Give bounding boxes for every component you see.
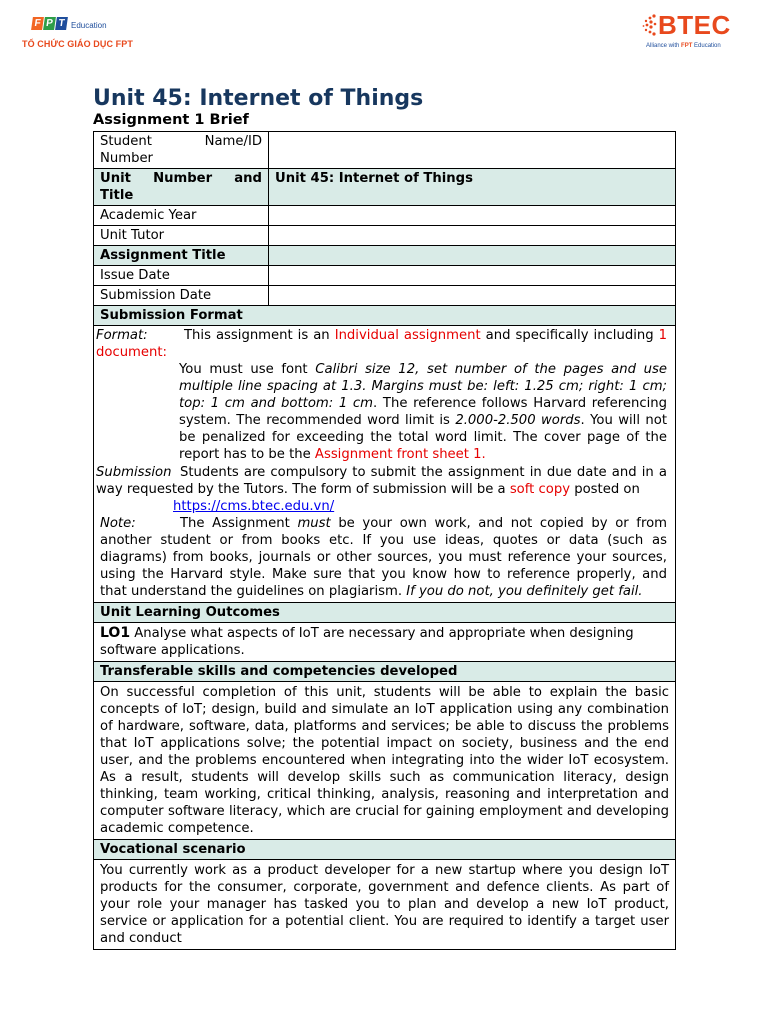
submission-paragraph: Submission Students are compulsory to submit the assignment in due date and in a way requested by the Tutors. The form of submission will be a soft copy posted on [96,465,667,497]
issue-date-value[interactable] [269,266,676,286]
skills-heading: Transferable skills and competencies developed [94,662,676,682]
row-skills [94,682,676,840]
student-label: Student Name/ID Number [94,132,269,169]
row-submission-date [94,286,676,306]
submission-format-heading: Submission Format [94,306,676,326]
row-submission-format [94,326,676,603]
row-issue-date [94,266,676,286]
fpt-org-name: TỔ CHỨC GIÁO DỤC FPT [22,39,133,49]
scenario-heading: Vocational scenario [94,840,676,860]
row-learning-outcomes-heading [94,603,676,623]
row-learning-outcomes [94,623,676,662]
submission-link-line [96,498,667,515]
lo1-item [94,623,676,662]
note-label: Note: [100,516,136,531]
skills-text: On successful completion of this unit, students will be able to explain the basic concepts of IoT; design, build and simulate an IoT application using any combination of hardware, software, data, platforms and services; be able to discuss the problems that IoT applications solve; the potential impact on society, business and the end user, and the problems encountered when integrating into the wider IoT ecosystem. As a result, students will develop skills such as communication literacy, design thinking, team working, critical thinking, analysis, reasoning and interpretation and computer software literacy, which are crucial for gaining employment and developing academic competence. [94,682,676,840]
page-title: Unit 45: Internet of Things [93,86,424,111]
format-label: Format: [96,328,148,343]
btec-wordmark: BTEC [658,10,731,40]
issue-date-label: Issue Date [94,266,269,286]
submission-date-value[interactable] [269,286,676,306]
assignment-brief-table [93,131,676,950]
row-assignment-title [94,246,676,266]
academic-year-label: Academic Year [94,206,269,226]
assignment-title-label: Assignment Title [94,246,269,266]
submission-label: Submission [96,465,172,480]
fpt-letter-f: F [31,17,44,30]
row-submission-format-heading [94,306,676,326]
note-paragraph: Note: The Assignment must be your own work, and not copied by or from another student or from books etc. If you use ideas, quotes or data (such as diagrams) from books, journals or other sources, you must reference your sources, using the Harvard style. Make sure that you know how to reference properly, and that understand the guidelines on plagiarism. If you do not, you definitely get fail. [100,516,667,599]
scenario-text: You currently work as a product developer for a new startup where you design IoT products for the consumer, corporate, government and defence clients. As part of your role your manager has tasked you to plan and develop a new IoT product, service or application for a potential client. You are required to identify a target user and conduct [94,860,676,950]
row-unit-tutor [94,226,676,246]
row-scenario [94,860,676,950]
btec-logo [640,10,752,56]
row-scenario-heading [94,840,676,860]
learning-outcomes-heading: Unit Learning Outcomes [94,603,676,623]
student-value[interactable] [269,132,676,169]
submission-format-body [94,326,676,603]
format-paragraph: Format: This assignment is an Individual assignment and specifically including 1 document: [96,328,667,360]
format-details: You must use font Calibri size 12, set number of the pages and use multiple line spacing at 1.3. Margins must be: left: 1.25 cm; right: 1 cm; top: 1 cm and bottom: 1 cm. The reference follows Harvard referencing system. The recommended word limit is 2.000-2.500 words. You will not be penalized for exceeding the total word limit. The cover page of the report has to be the Assignment front sheet 1. [179,362,668,462]
unit-tutor-label: Unit Tutor [94,226,269,246]
unit-tutor-value[interactable] [269,226,676,246]
fpt-education-logo [22,13,182,53]
row-academic-year [94,206,676,226]
unit-label: Unit Number and Title [94,169,269,206]
cms-link[interactable]: https://cms.btec.edu.vn/ [173,499,335,514]
fpt-letter-t: T [55,17,68,30]
lo1-code: LO1 [100,625,131,641]
fpt-letter-p: P [43,17,56,30]
unit-value: Unit 45: Internet of Things [269,169,676,206]
lo1-text: Analyse what aspects of IoT are necessary and appropriate when designing software applications. [100,626,634,658]
row-unit [94,169,676,206]
submission-date-label: Submission Date [94,286,269,306]
assignment-title-value[interactable] [269,246,676,266]
row-skills-heading [94,662,676,682]
fpt-education-text: Education [71,21,107,30]
btec-alliance-line: Alliance with FPT Education [646,43,721,49]
row-student [94,132,676,169]
academic-year-value[interactable] [269,206,676,226]
assignment-subtitle: Assignment 1 Brief [93,112,249,128]
